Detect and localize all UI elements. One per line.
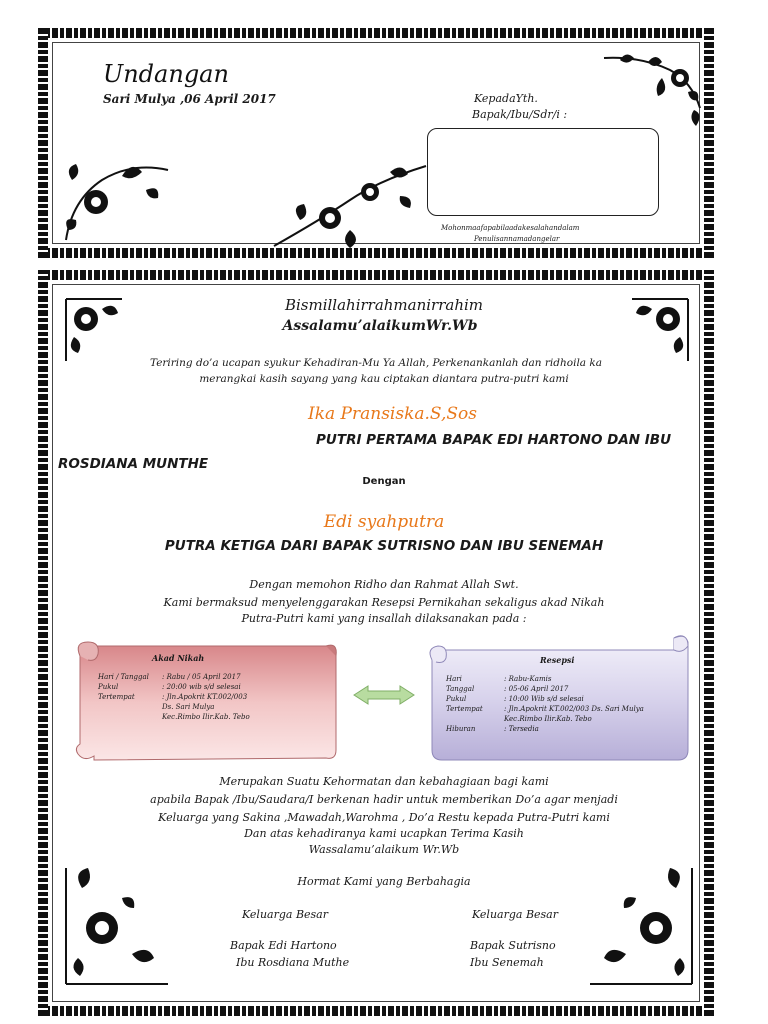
detail-value: : Rabu / 05 April 2017 — [162, 673, 241, 681]
detail-value: Ds. Sari Mulya — [162, 703, 215, 711]
detail-label: Tertempat — [98, 693, 135, 701]
intro-line-1: Teriring do’a ucapan syukur Kehadiran-Mu Ya Allah, Perkenankanlah dan ridhoila ka — [150, 357, 603, 369]
detail-value: : Jln.Apokrit KT.002/003 — [162, 693, 248, 701]
kepada-label: KepadaYth. — [474, 92, 538, 105]
detail-row — [98, 692, 328, 702]
place-date: Sari Mulya ,06 April 2017 — [103, 92, 276, 106]
detail-row — [446, 694, 686, 704]
detail-row — [446, 704, 686, 714]
floral-spray-icon — [270, 160, 430, 250]
closing-line-3: Keluarga yang Sakina ,Mawadah,Warohma , Do’a Restu kepada Putra-Putri kami — [158, 811, 610, 824]
left-border — [38, 28, 48, 258]
detail-value: : 10:00 Wib s/d selesai — [504, 695, 584, 703]
request-line-1: Dengan memohon Ridho dan Rahmat Allah Swt. — [249, 578, 519, 591]
detail-label: Hari / Tanggal — [98, 673, 149, 681]
family-right-title: Keluarga Besar — [472, 908, 559, 921]
detail-value: : 05-06 April 2017 — [504, 685, 569, 693]
detail-label: Hiburan — [446, 725, 476, 733]
family-right-name-1: Bapak Sutrisno — [470, 939, 556, 952]
detail-value: : Rabu-Kamis — [504, 675, 552, 683]
apology-line-2: Penulisannamadangelar — [474, 235, 560, 243]
detail-label — [98, 702, 162, 712]
request-line-3: Putra-Putri kami yang insallah dilaksanakan pada : — [241, 612, 527, 625]
intro-line-2: merangkai kasih sayang yang kau ciptakan diantara putra-putri kami — [199, 373, 569, 385]
family-left-name-2: Ibu Rosdiana Muthe — [236, 956, 350, 969]
hormat-line: Hormat Kami yang Berbahagia — [297, 875, 471, 888]
bottom-border — [38, 1006, 714, 1016]
detail-row — [98, 702, 328, 712]
request-line-2: Kami bermaksud menyelenggarakan Resepsi Pernikahan sekaligus akad Nikah — [163, 596, 605, 609]
salam-heading: Assalamu’alaikumWr.Wb — [282, 318, 478, 334]
family-left-name-1: Bapak Edi Hartono — [230, 939, 337, 952]
invitation-title: Undangan — [103, 60, 229, 88]
akad-details — [98, 672, 328, 722]
closing-line-2: apabila Bapak /Ibu/Saudara/I berkenan hadir untuk memberikan Do’a agar menjadi — [150, 793, 618, 806]
apology-line-1: Mohonmaafapabilaadakesalahandalam — [441, 224, 580, 232]
family-left-title: Keluarga Besar — [242, 908, 329, 921]
bride-parents-line-2: ROSDIANA MUNTHE — [58, 456, 209, 472]
detail-row — [446, 684, 686, 694]
detail-label: Pukul — [446, 695, 467, 703]
closing-line-1: Merupakan Suatu Kehormatan dan kebahagiaan bagi kami — [219, 775, 549, 788]
detail-label: Pukul — [98, 683, 119, 691]
resepsi-title: Resepsi — [540, 655, 575, 665]
detail-value: Kec.Rimbo Ilir.Kab. Tebo — [504, 715, 592, 723]
detail-label: Tanggal — [446, 685, 475, 693]
detail-label — [446, 714, 504, 724]
bismillah-heading: Bismillahirrahmanirrahim — [284, 296, 484, 314]
groom-name: Edi syahputra — [323, 512, 445, 532]
detail-row — [98, 682, 328, 692]
floral-corner-icon — [62, 150, 172, 245]
detail-label: Hari — [446, 675, 462, 683]
bride-name: Ika Pransiska.S,Sos — [308, 404, 477, 424]
detail-row — [446, 674, 686, 684]
recipient-address-box[interactable] — [427, 128, 659, 216]
top-border — [38, 28, 714, 38]
double-arrow-icon — [352, 684, 416, 706]
detail-label: Tertempat — [446, 705, 483, 713]
detail-row — [446, 714, 686, 724]
top-border — [38, 270, 714, 280]
groom-parents: PUTRA KETIGA DARI BAPAK SUTRISNO DAN IBU SENEMAH — [164, 538, 604, 554]
detail-row — [446, 724, 686, 734]
dengan-label: Dengan — [362, 476, 406, 487]
floral-corner-icon — [600, 48, 704, 134]
detail-value: : 20:00 wib s/d selesai — [162, 683, 241, 691]
detail-label — [98, 712, 162, 722]
resepsi-details — [446, 674, 686, 734]
detail-value: : Tersedia — [504, 725, 539, 733]
right-border — [704, 28, 714, 258]
detail-value: Kec.Rimbo Ilir.Kab. Tebo — [162, 713, 250, 721]
recipient-label: Bapak/Ibu/Sdr/i : — [472, 108, 568, 121]
detail-value: : Jln.Apokrit KT.002/003 Ds. Sari Mulya — [504, 705, 644, 713]
detail-row — [98, 712, 328, 722]
akad-title: Akad Nikah — [152, 653, 205, 663]
closing-line-5: Wassalamu’alaikum Wr.Wb — [308, 843, 460, 856]
detail-row — [98, 672, 328, 682]
bride-parents-line-1: PUTRI PERTAMA BAPAK EDI HARTONO DAN IBU — [316, 432, 672, 448]
closing-line-4: Dan atas kehadiranya kami ucapkan Terima Kasih — [244, 827, 524, 840]
family-right-name-2: Ibu Senemah — [470, 956, 544, 969]
